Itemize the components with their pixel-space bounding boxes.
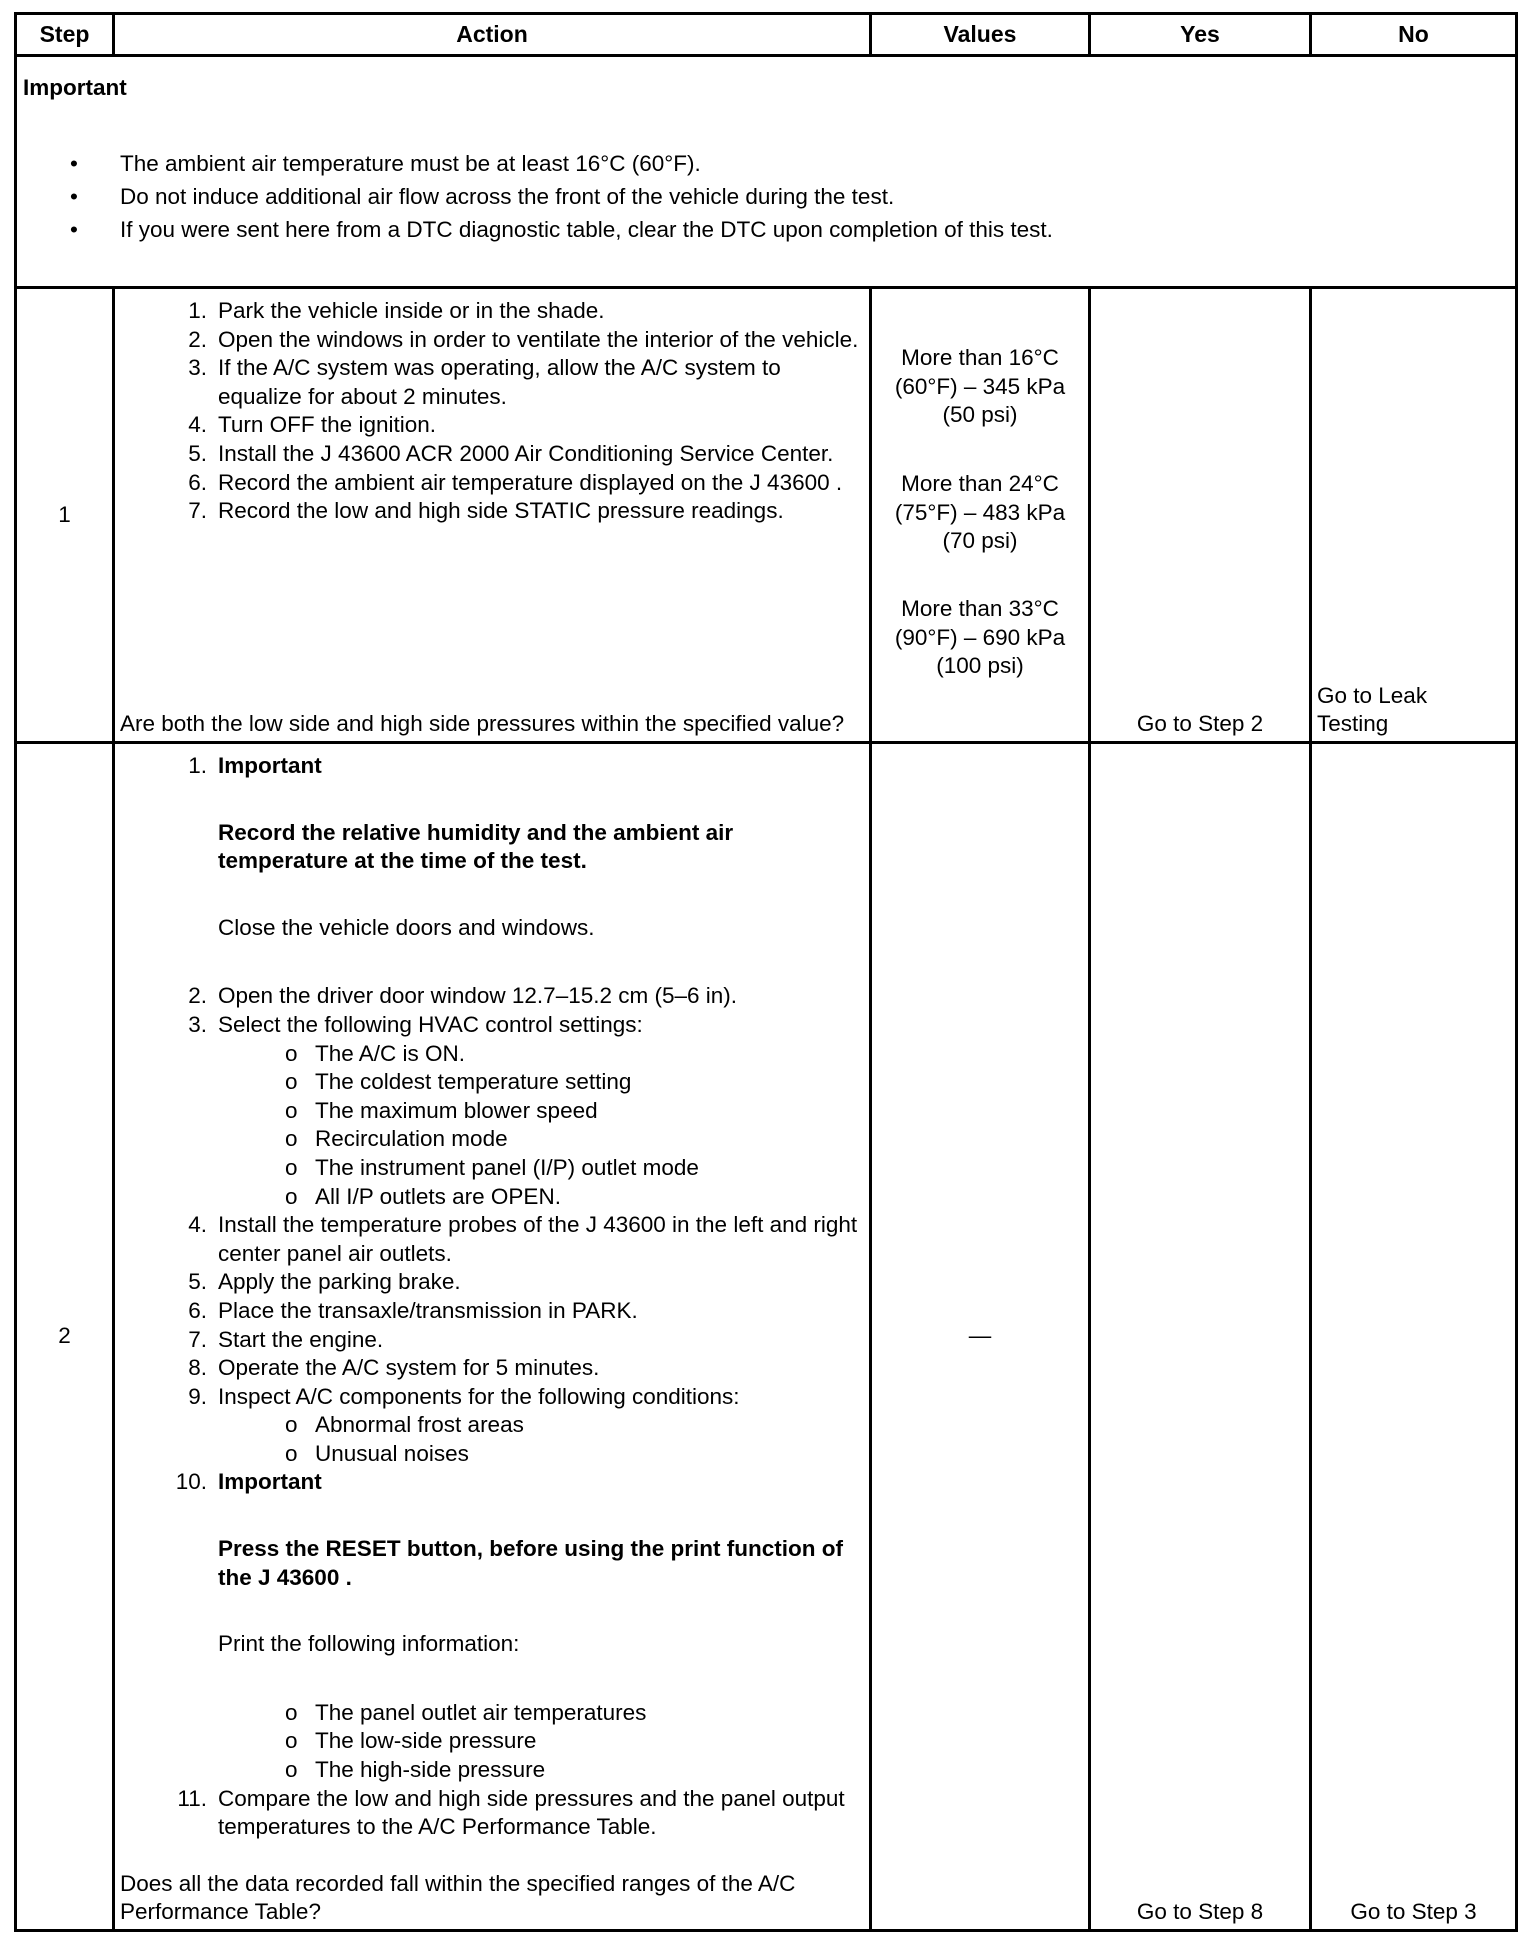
list-item: 6. Record the ambient air temperature displayed on the J 43600 . xyxy=(188,469,843,495)
sub-item: o Recirculation mode xyxy=(285,1126,508,1152)
sub-item: o The A/C is ON. xyxy=(285,1040,466,1066)
no-action: Go to Step 3 xyxy=(1350,1899,1477,1925)
list-item: 6. Place the transaxle/transmission in PARK. xyxy=(188,1297,638,1323)
sub-item: o The high-side pressure xyxy=(285,1757,546,1783)
sub-item: o The instrument panel (I/P) outlet mode xyxy=(285,1154,699,1180)
header-yes: Yes xyxy=(1091,15,1312,54)
action-list xyxy=(115,297,869,526)
sub-item: o The coldest temperature setting xyxy=(285,1069,632,1095)
value-range: More than 24°C (75°F) – 483 kPa (70 psi) xyxy=(894,471,1066,554)
no-action: Go to Leak Testing xyxy=(1317,682,1428,737)
bullet-icon: • xyxy=(70,184,78,209)
value-range: More than 16°C (60°F) – 345 kPa (50 psi) xyxy=(894,345,1066,428)
list-item: 1. Important xyxy=(188,753,322,778)
list-item: 11. Compare the low and high side pressures and the panel output temperatures to the A/C Performance Table. xyxy=(177,1785,845,1840)
step-number: 2 xyxy=(17,744,115,1929)
step-values xyxy=(872,289,1091,741)
header-action: Action xyxy=(115,15,872,54)
step-action xyxy=(115,744,872,1929)
header-step: Step xyxy=(17,15,115,54)
action-list xyxy=(115,752,869,1842)
step-no xyxy=(1312,289,1515,741)
list-item: 7. Start the engine. xyxy=(188,1326,384,1352)
list-item: 5. Apply the parking brake. xyxy=(188,1269,461,1295)
step-yes xyxy=(1091,289,1312,741)
table-row-step-1 xyxy=(17,289,1515,744)
step-yes xyxy=(1091,744,1312,1929)
sub-item: o The maximum blower speed xyxy=(285,1097,598,1123)
step-values: — xyxy=(872,744,1091,1929)
list-item: 3. Select the following HVAC control settings: xyxy=(188,1011,643,1037)
sub-item: o The panel outlet air temperatures xyxy=(285,1699,647,1725)
bullet-icon: • xyxy=(70,151,78,176)
important-title: Important xyxy=(23,75,127,100)
yes-action: Go to Step 2 xyxy=(1136,711,1264,737)
sub-item: o Unusual noises xyxy=(285,1440,469,1466)
list-item: 5. Install the J 43600 ACR 2000 Air Conditioning Service Center. xyxy=(188,440,834,466)
step-no xyxy=(1312,744,1515,1929)
list-item: 4. Install the temperature probes of the J 43600 in the left and right center panel air outlets. xyxy=(188,1212,858,1266)
step-action xyxy=(115,289,872,741)
list-item-text: Print the following information: xyxy=(218,1631,520,1657)
sub-item: o Abnormal frost areas xyxy=(285,1412,524,1438)
list-item-text: Close the vehicle doors and windows. xyxy=(218,914,595,940)
list-item: 4. Turn OFF the ignition. xyxy=(188,412,437,438)
important-note: Record the relative humidity and the ambient air temperature at the time of the test. xyxy=(218,819,734,874)
header-values: Values xyxy=(872,15,1091,54)
table-row-step-2 xyxy=(17,744,1515,1929)
list-item: 2. Open the driver door window 12.7–15.2 cm (5–6 in). xyxy=(188,983,738,1009)
list-item: 8. Operate the A/C system for 5 minutes. xyxy=(188,1355,600,1381)
list-item: 1. Park the vehicle inside or in the shade. xyxy=(188,298,605,323)
list-item: 10. Important xyxy=(175,1469,322,1495)
important-notice: Important • The ambient air temperature must be at least 16°C (60°F). • Do not induce additional air flow across the front of the vehicle during the test. • If you were sent here from a DTC diagnostic table, clear the DTC upon completion of this test. xyxy=(17,57,1515,289)
value-range: More than 33°C (90°F) – 690 kPa (100 psi) xyxy=(894,596,1066,679)
table-header xyxy=(17,15,1515,57)
sub-item: o All I/P outlets are OPEN. xyxy=(285,1183,561,1209)
step-question: Are both the low side and high side pressures within the specified value? xyxy=(120,711,845,737)
header-no: No xyxy=(1398,21,1429,47)
list-item: 9. Inspect A/C components for the following conditions: xyxy=(188,1383,740,1409)
list-item: 7. Record the low and high side STATIC pressure readings. xyxy=(188,498,784,524)
step-question: Does all the data recorded fall within the specified ranges of the A/C Performance Table? xyxy=(120,1870,796,1925)
important-note: Press the RESET button, before using the print function of the J 43600 . xyxy=(218,1536,844,1590)
list-item: 2. Open the windows in order to ventilate the interior of the vehicle. xyxy=(188,326,859,352)
yes-action: Go to Step 8 xyxy=(1136,1899,1264,1925)
sub-item: o The low-side pressure xyxy=(285,1728,537,1754)
bullet-icon: • xyxy=(70,217,78,242)
step-number: 1 xyxy=(17,289,115,741)
diagnostic-table xyxy=(14,12,1518,1932)
list-item: 3. If the A/C system was operating, allow the A/C system to equalize for about 2 minutes. xyxy=(188,355,781,409)
